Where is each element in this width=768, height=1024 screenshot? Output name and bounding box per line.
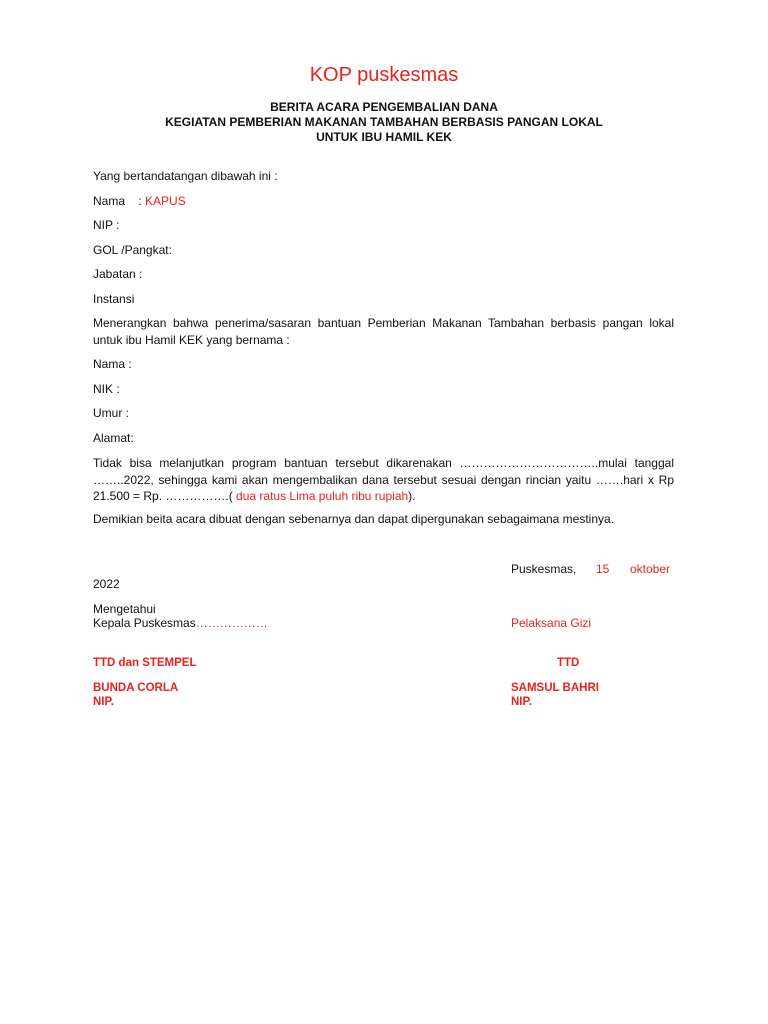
recipient-age-label: Umur :	[93, 406, 129, 420]
kepala-dots: ………………	[195, 616, 268, 630]
reason-text: Tidak bisa melanjutkan program bantuan tersebut dikarenakan ……………………………..mulai tanggal ……..2022, sehingga kami akan mengembalikan dana tersebut sesuai dengan rincian yaitu …….hari x Rp 21.500 = Rp. …………….(	[93, 456, 674, 503]
kepala-puskesmas-label	[93, 615, 268, 631]
right-signature-mark: TTD	[557, 657, 580, 669]
date-month: oktober	[630, 562, 671, 576]
letterhead-placeholder: KOP puskesmas	[309, 64, 459, 86]
pelaksana-gizi-label: Pelaksana Gizi	[511, 616, 592, 630]
closing-paragraph: Demikian beita acara dibuat dengan sebenarnya dan dapat dipergunakan sebagaimana mestinya.	[93, 512, 615, 526]
signer-instansi-label: Instansi	[93, 292, 135, 306]
amount-in-words: dua ratus Lima puluh ribu rupiah	[232, 489, 409, 503]
signer-nip-label: NIP :	[93, 218, 120, 232]
title-line-1: BERITA ACARA PENGEMBALIAN DANA	[270, 100, 498, 114]
document-title	[0, 100, 768, 145]
statement-paragraph: Menerangkan bahwa penerima/sasaran bantuan Pemberian Makanan Tambahan berbasis pangan lokal untuk ibu Hamil KEK yang bernama :	[93, 316, 674, 347]
left-signature-mark: TTD dan STEMPEL	[93, 657, 197, 669]
place-label: Puskesmas,	[511, 562, 577, 576]
signer-intro: Yang bertandatangan dibawah ini :	[93, 169, 278, 183]
right-signer-nip: NIP.	[511, 696, 532, 708]
date-year: 2022	[93, 577, 120, 591]
signer-name-row	[93, 193, 186, 209]
recipient-address-label: Alamat:	[93, 431, 134, 445]
title-line-2: KEGIATAN PEMBERIAN MAKANAN TAMBAHAN BERBASIS PANGAN LOKAL	[165, 115, 603, 129]
left-signer-nip: NIP.	[93, 696, 114, 708]
signer-jabatan-label: Jabatan :	[93, 267, 143, 281]
right-signer-name: SAMSUL BAHRI	[511, 682, 599, 694]
signer-gol-label: GOL /Pangkat:	[93, 243, 172, 257]
signer-name-label: Nama :	[93, 194, 146, 208]
mengetahui-label: Mengetahui	[93, 602, 156, 616]
kepala-prefix: Kepala Puskesmas	[93, 616, 196, 630]
signer-name-value: KAPUS	[145, 194, 186, 208]
title-line-3: UNTUK IBU HAMIL KEK	[316, 130, 452, 144]
reason-paragraph	[93, 455, 674, 505]
reason-close: ).	[408, 489, 416, 503]
left-signer-name: BUNDA CORLA	[93, 682, 179, 694]
recipient-name-label: Nama :	[93, 357, 132, 371]
recipient-nik-label: NIK :	[93, 382, 120, 396]
date-day: 15	[596, 562, 610, 576]
